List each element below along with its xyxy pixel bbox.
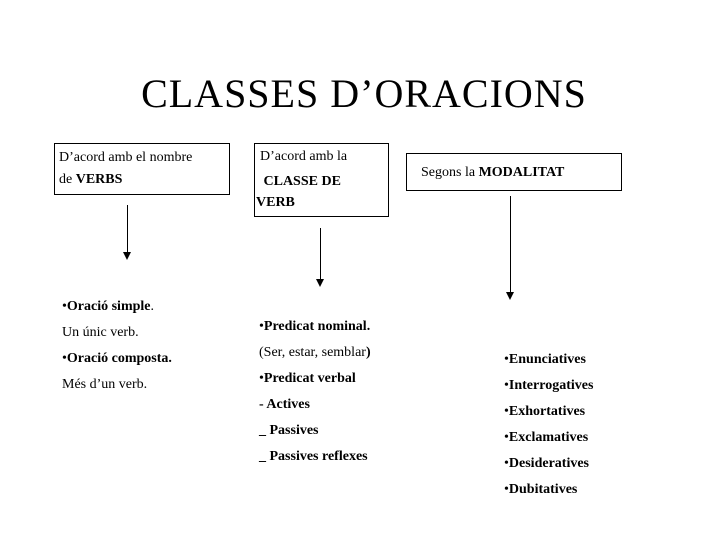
list-modalitat-item-text: Exclamatives (508, 430, 589, 445)
box-classe-line2: CLASSE DE (260, 174, 341, 189)
box-verbs (54, 143, 230, 195)
box-verbs-line2 (59, 169, 122, 191)
arrow-modalitat-head (506, 292, 514, 300)
list-modalitat-item (504, 347, 593, 373)
box-verbs-bold: VERBS (75, 172, 123, 187)
box-modalitat (406, 153, 622, 191)
arrow-modalitat-line (510, 196, 511, 293)
box-modalitat-prefix: Segons la (421, 165, 479, 180)
list-verbs-item-3 (62, 346, 172, 372)
list-verbs (62, 294, 172, 398)
bullet: • (504, 352, 509, 367)
list-modalitat-item (504, 373, 593, 399)
bullet: • (504, 430, 509, 445)
list-modalitat-item-text: Exhortatives (508, 404, 586, 419)
list-modalitat-item-text: Dubitatives (508, 482, 578, 497)
list-verbs-item-1-rest: . (150, 299, 155, 314)
list-classe-item-6: _ Passives reflexes (259, 449, 368, 464)
list-classe-item-2-paren: ) (365, 345, 371, 360)
box-classe-line1: D’acord amb la (260, 149, 348, 164)
bullet: • (259, 371, 264, 386)
bullet: • (504, 378, 509, 393)
list-classe (259, 314, 371, 470)
bullet: • (504, 482, 509, 497)
arrow-classe-line (320, 228, 321, 280)
list-modalitat-item (504, 399, 593, 425)
list-classe-item-1-text: Predicat nominal. (263, 319, 371, 334)
list-modalitat-item-text: Desideratives (508, 456, 589, 471)
bullet: • (504, 404, 509, 419)
list-classe-item-4: - Actives (259, 397, 310, 412)
list-modalitat-item (504, 451, 593, 477)
arrow-verbs-line (127, 205, 128, 253)
list-classe-item-2 (259, 340, 371, 366)
bullet: • (62, 299, 67, 314)
list-modalitat-item-text: Enunciatives (508, 352, 586, 367)
box-verbs-line1: D’acord amb el nombre (59, 150, 193, 165)
bullet: • (62, 351, 67, 366)
list-classe-item-1 (259, 314, 371, 340)
list-verbs-item-2: Un únic verb. (62, 325, 139, 340)
list-verbs-item-1-bold: Oració simple (66, 299, 151, 314)
list-classe-item-5: _ Passives (259, 423, 319, 438)
list-modalitat-item-text: Interrogatives (508, 378, 594, 393)
list-verbs-item-4: Més d’un verb. (62, 377, 148, 392)
box-modalitat-text (421, 162, 564, 184)
list-modalitat-item (504, 477, 593, 503)
box-classe-line3: VERB (256, 195, 295, 210)
box-verbs-prefix: de (59, 172, 76, 187)
list-modalitat-item (504, 425, 593, 451)
box-classe (254, 143, 389, 217)
bullet: • (504, 456, 509, 471)
box-modalitat-bold: MODALITAT (478, 165, 565, 180)
page-title: CLASSES D’ORACIONS (141, 71, 587, 116)
list-verbs-item-3-bold: Oració composta. (66, 351, 172, 366)
list-classe-item-2-text: (Ser, estar, semblar (259, 345, 366, 360)
list-modalitat (504, 347, 593, 503)
arrow-verbs-head (123, 252, 131, 260)
arrow-classe-head (316, 279, 324, 287)
list-classe-item-3 (259, 366, 371, 392)
list-classe-item-3-text: Predicat verbal (263, 371, 356, 386)
list-verbs-item-1 (62, 294, 172, 320)
bullet: • (259, 319, 264, 334)
